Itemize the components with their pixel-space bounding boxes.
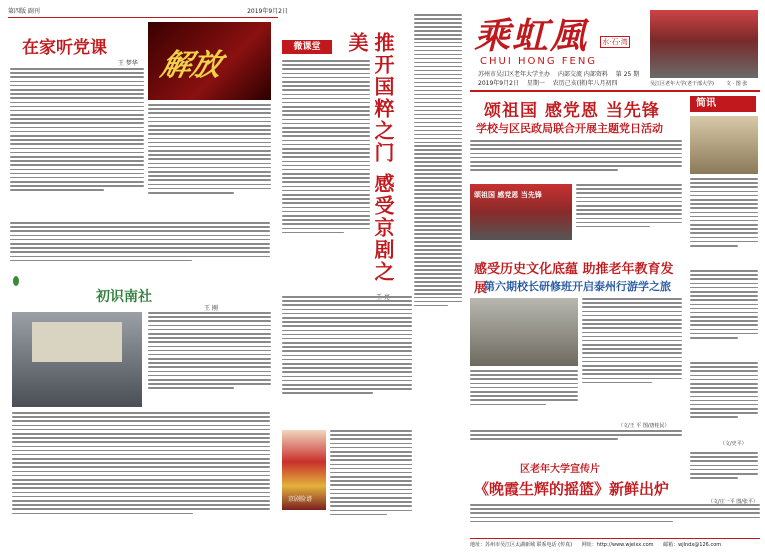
lead-headline: 颂祖国 感党恩 当先锋 xyxy=(484,101,660,121)
left-article-text-1 xyxy=(10,68,144,218)
masthead-info xyxy=(478,70,648,90)
classroom-photo xyxy=(12,312,142,407)
edition-label: 第四版 副刊 xyxy=(8,8,40,15)
left-subhead-text-1 xyxy=(148,312,271,407)
footer-address: 地址：苏州市吴江区太湖新城 联系电话 (传真) xyxy=(470,542,573,548)
lead-event-photo xyxy=(470,184,572,240)
masthead-photo-caption: 吴江区老年大学(老干部大学) xyxy=(650,81,714,87)
left-subhead-author: 王 刚 xyxy=(204,305,218,312)
middle-text-2 xyxy=(282,296,412,422)
masthead-pinyin: CHUI HONG FENG xyxy=(480,56,598,67)
masthead-lunar: 农历己亥(猪)年八月初四 xyxy=(552,80,618,87)
narrow-column-text xyxy=(414,14,462,394)
page-header-left xyxy=(8,6,288,16)
masthead-photo-credit: 文 · 图 张 xyxy=(726,81,748,87)
second-credit: （文/王 平 图/唐桂民） xyxy=(618,423,670,429)
footer-website: 网址：http://www.wjelxx.com xyxy=(581,542,654,548)
second-text-3 xyxy=(470,430,682,448)
second-subhead: 第六期校长研修班开启泰州行游学之旅 xyxy=(484,280,671,293)
third-text xyxy=(470,504,760,534)
red-poster-image xyxy=(148,22,271,100)
second-text-1 xyxy=(582,298,682,418)
left-article-text-3 xyxy=(148,104,271,219)
footer-rule xyxy=(470,538,760,539)
micro-class-tag: 微课堂 xyxy=(282,40,332,54)
left-article-text-2 xyxy=(10,222,270,270)
leaf-ornament-icon xyxy=(10,272,22,284)
left-subhead: 初识南社 xyxy=(96,289,152,305)
masthead-seal: 水·石·湾 xyxy=(600,36,630,48)
peking-opera-image xyxy=(282,430,326,510)
middle-text-1 xyxy=(282,60,370,278)
lead-text-1 xyxy=(470,140,682,180)
sidebar-author: （文/史平） xyxy=(720,441,747,447)
classroom-seminar-photo xyxy=(470,298,578,366)
sidebar-text-1 xyxy=(690,178,758,266)
second-headline: 感受历史文化底蕴 助推老年教育发展 xyxy=(474,262,674,296)
third-headline: 《晚霞生辉的摇篮》新鲜出炉 xyxy=(474,480,670,498)
masthead-title: 乘虹風 xyxy=(474,15,589,57)
event-banner-text: 颂祖国 感党恩 当先锋 xyxy=(474,191,542,199)
left-headline: 在家听党课 xyxy=(22,38,107,58)
footer-email: 邮箱：wjlndx@126.com xyxy=(663,542,722,548)
briefs-tag: 简讯 xyxy=(690,96,756,112)
masthead-weekday: 星期一 xyxy=(526,80,545,87)
header-date: 2019年9月2日 xyxy=(247,8,288,15)
sidebar-photo-1 xyxy=(690,116,758,174)
masthead-rule xyxy=(470,90,760,92)
masthead-date: 2019年9月2日 xyxy=(478,80,519,87)
footer xyxy=(470,541,760,551)
lead-text-2 xyxy=(576,184,682,244)
middle-vertical-headline: 推开国粹之门 感受京剧之美 xyxy=(345,32,395,283)
opera-image-caption: 京剧脸谱 xyxy=(288,496,313,503)
left-subhead-text-2 xyxy=(12,412,270,540)
pub-info: 内部交流 内部资料 xyxy=(557,71,608,78)
sidebar-text-4 xyxy=(690,452,758,498)
third-kicker: 区老年大学宣传片 xyxy=(520,464,600,475)
left-author: 王 梦华 xyxy=(118,60,138,67)
org-name: 苏州市吴江区老年大学主办 xyxy=(478,71,551,78)
middle-text-3 xyxy=(330,430,412,540)
sidebar-text-3 xyxy=(690,362,758,440)
second-text-2 xyxy=(470,370,578,422)
poster-text: 解放 xyxy=(157,48,225,83)
sidebar-text-2 xyxy=(690,270,758,360)
header-rule xyxy=(8,17,278,18)
sidebar-author-2: （文/庄一平 图/张平） xyxy=(708,499,758,505)
masthead-group-photo xyxy=(650,10,758,78)
lead-subhead: 学校与区民政局联合开展主题党日活动 xyxy=(476,122,663,135)
issue-number: 第 25 期 xyxy=(615,71,640,78)
